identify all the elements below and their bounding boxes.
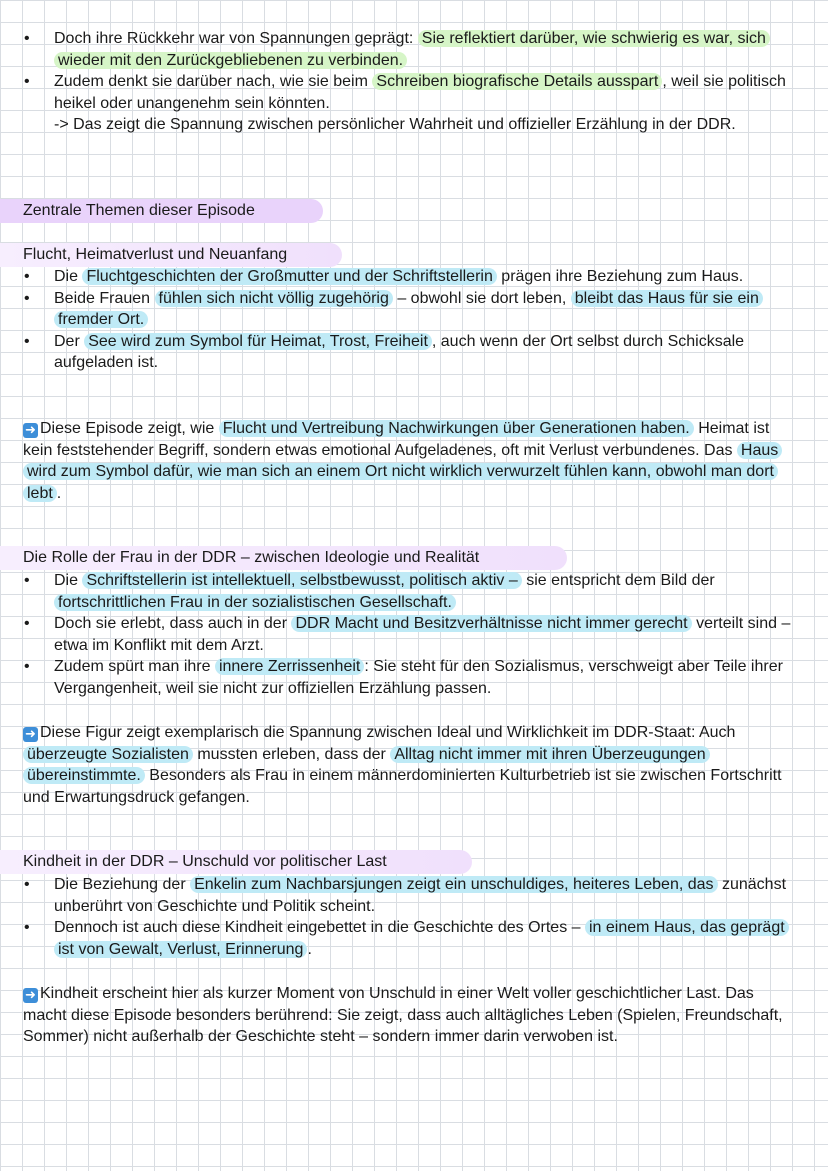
blue-highlight: Fluchtgeschichten der Großmutter und der Schriftstellerin	[82, 268, 496, 285]
intro-section	[0, 28, 828, 136]
list-item: • Doch sie erlebt, dass auch in der DDR Macht und Besitzverhältnisse nicht immer gerecht verteilt sind – etwa im Konflikt mit dem Arzt.	[0, 613, 828, 656]
list-item: • Zudem spürt man ihre innere Zerrissenheit : Sie steht für den Sozialismus, verschweigt aber Teile ihrer Vergangenheit, weil sie nicht zur offiziellen Erzählung passen.	[0, 656, 828, 699]
kindheit-section	[0, 874, 828, 960]
list-item: • Die Schriftstellerin ist intellektuell, selbstbewusst, politisch aktiv – sie entspricht dem Bild der fortschrittlichen Frau in der sozialistischen Gesellschaft.	[0, 570, 828, 613]
frau-summary: ➜ Diese Figur zeigt exemplarisch die Spannung zwischen Ideal und Wirklichkeit im DDR-Staat: Auch überzeugte Sozialisten mussten erleben, dass der Alltag nicht immer mit ihren Überzeugungen übereinstimmte. Besonders als Frau in einem männerdominierten Kulturbetrieb ist sie zwischen Fortschritt und Erwartungsdruck gefangen.	[23, 724, 782, 806]
flucht-list	[0, 266, 828, 374]
blue-highlight: überzeugte Sozialisten	[23, 746, 193, 763]
green-highlight: Sie reflektiert darüber, wie schwierig es war, sich wieder mit den Zurückgebliebenen zu verbinden.	[54, 30, 770, 69]
frau-list	[0, 570, 828, 700]
list-item: • Zudem denkt sie darüber nach, wie sie beim Schreiben biografische Details ausspart , weil sie politisch heikel oder unangenehm sein könnten. -> Das zeigt die Spannung zwischen persönlicher Wahrheit und offizieller Erzählung in der DDR.	[0, 71, 828, 136]
heading-frau: Die Rolle der Frau in der DDR – zwischen Ideologie und Realität	[0, 546, 567, 570]
blue-highlight: Schriftstellerin ist intellektuell, selbstbewusst, politisch aktiv –	[82, 572, 521, 589]
list-item: • Der See wird zum Symbol für Heimat, Trost, Freiheit , auch wenn der Ort selbst durch Schicksale aufgeladen ist.	[0, 331, 828, 374]
blue-highlight: bleibt das Haus für sie ein fremder Ort.	[54, 290, 763, 329]
arrow-note: -> Das zeigt die Spannung zwischen persönlicher Wahrheit und offizieller Erzählung in der DDR.	[54, 116, 736, 134]
blue-highlight: Enkelin zum Nachbarsjungen zeigt ein unschuldiges, heiteres Leben, das	[190, 876, 717, 893]
blue-highlight: fühlen sich nicht völlig zugehörig	[155, 290, 393, 307]
kindheit-list	[0, 874, 828, 960]
heading-flucht: Flucht, Heimatverlust und Neuanfang	[0, 243, 342, 267]
list-item: • Doch ihre Rückkehr war von Spannungen geprägt: Sie reflektiert darüber, wie schwierig es war, sich wieder mit den Zurückgebliebenen zu verbinden.	[0, 28, 828, 71]
green-highlight: Schreiben biografische Details ausspart	[372, 73, 662, 90]
flucht-section	[0, 266, 828, 374]
blue-highlight: See wird zum Symbol für Heimat, Trost, Freiheit	[84, 333, 432, 350]
blue-highlight: innere Zerrissenheit	[215, 658, 364, 675]
list-item: • Beide Frauen fühlen sich nicht völlig zugehörig – obwohl sie dort leben, bleibt das Haus für sie ein fremder Ort.	[0, 288, 828, 331]
list-item: • Dennoch ist auch diese Kindheit eingebettet in die Geschichte des Ortes – in einem Haus, das geprägt ist von Gewalt, Verlust, Erinnerung .	[0, 917, 828, 960]
section-title: Zentrale Themen dieser Episode	[0, 199, 323, 223]
frau-section	[0, 570, 828, 700]
intro-list	[0, 28, 828, 136]
list-item: • Die Beziehung der Enkelin zum Nachbarsjungen zeigt ein unschuldiges, heiteres Leben, das zunächst unberührt von Geschichte und Politik scheint.	[0, 874, 828, 917]
kindheit-summary: ➜ Kindheit erscheint hier als kurzer Moment von Unschuld in einer Welt voller geschichtlicher Last. Das macht diese Episode besonders berührend: Sie zeigt, dass auch alltägliches Leben (Spielen, Freundschaft, Sommer) nicht außerhalb der Geschichte steht – sondern immer darin verwoben ist.	[23, 985, 783, 1046]
flucht-summary: ➜ Diese Episode zeigt, wie Flucht und Vertreibung Nachwirkungen über Generationen haben. Heimat ist kein feststehender Begriff, sondern etwas emotional Aufgeladenes, oft mit Verlust verbundenes. Das Haus wird zum Symbol dafür, wie man sich an einem Ort nicht wirklich verwurzelt fühlen kann, obwohl man dort lebt .	[0, 418, 828, 504]
heading-kindheit: Kindheit in der DDR – Unschuld vor politischer Last	[0, 850, 472, 874]
blue-highlight: Alltag nicht immer mit ihren Überzeugungen übereinstimmte.	[23, 746, 710, 785]
blue-highlight: in einem Haus, das geprägt ist von Gewalt, Verlust, Erinnerung	[54, 919, 789, 958]
blue-highlight: DDR Macht und Besitzverhältnisse nicht immer gerecht	[291, 615, 691, 632]
right-arrow-icon: ➜	[23, 727, 38, 742]
blue-highlight: Flucht und Vertreibung Nachwirkungen über Generationen haben.	[219, 420, 694, 437]
right-arrow-icon: ➜	[23, 988, 38, 1003]
right-arrow-icon: ➜	[23, 423, 38, 438]
blue-highlight: Haus wird zum Symbol dafür, wie man sich an einem Ort nicht wirklich verwurzelt fühlen kann, obwohl man dort lebt	[23, 442, 782, 502]
blue-highlight: fortschrittlichen Frau in der sozialistischen Gesellschaft.	[54, 594, 456, 611]
list-item: • Die Fluchtgeschichten der Großmutter und der Schriftstellerin prägen ihre Beziehung zum Haus.	[0, 266, 828, 288]
